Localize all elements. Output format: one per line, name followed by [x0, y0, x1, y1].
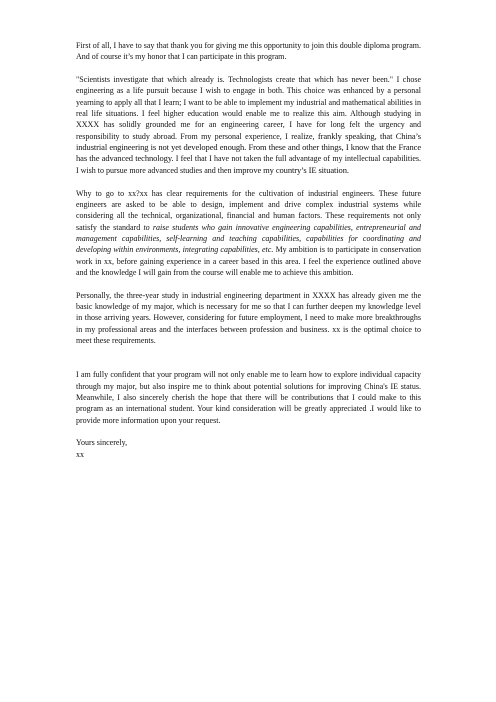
- paragraph-spacer: [76, 176, 421, 187]
- paragraph-spacer: [76, 346, 421, 369]
- opening-paragraph: First of all, I have to say that thank you for giving me this opportunity to join this double diploma program. And of course it’s my honor that I can participate in this program.: [76, 41, 421, 62]
- why-paragraph: [76, 188, 421, 279]
- why-text-2: My ambition is to participate in conservation work in xx, before gaining experience in a career based in this area. I feel the experience outlined above and the knowledge I will gain from the course will enable me to achieve this ambition.: [76, 245, 421, 277]
- paragraph-spacer: [76, 63, 421, 74]
- why-text-italic: to raise students who gain innovative engineering capabilities, entrepreneurial and management capabilities, self-learning and teaching capabilities, capabilities for coordinating and developing within environments, integrating capabilities, etc.: [76, 222, 421, 255]
- paragraph-spacer: [76, 426, 421, 437]
- motivation-paragraph: [76, 74, 421, 176]
- signature: xx: [76, 449, 84, 459]
- paragraph-spacer: [76, 278, 421, 289]
- motivation-text-3: I feel that I have not taken the full advantage of my intellectual capabilities. I wish to pursue more advanced studies and then: [76, 154, 422, 175]
- why-text-1: Why to go to xx?xx has clear requirements for the cultivation of industrial engineers. These future engineers are asked to be able to design, implement and drive complex industrial systems while considering all the technical, organizational, financial and human factors. These requirements not only satisfy the standard: [76, 188, 421, 232]
- motivation-text-1: "Scientists investigate that which already is. Technologists create that which has never been." I chose engineering as a life pursuit because I wish to engage in both. This choice was enhanced by a personal yearning to apply all that I learn; I want to be able to implement my industrial and mathematical abilities in real life situations. I feel higher education would enable me to realize this aim. Although studying in XXXX has solidly grounded me for an engineering career, I have for long felt the urgency and responsibility to study abroad. From my personal experience, I realize,: [76, 75, 421, 141]
- closing-line: Yours sincerely,: [76, 438, 128, 448]
- motivation-text-4: improve my country’s IE situation.: [233, 164, 349, 175]
- confidence-paragraph: I am fully confident that your program will not only enable me to learn how to explore individual capacity through my major, but also inspire me to think about potential solutions for improving China's IE status. Meanwhile, I also sincerely cherish the hope that there will be contributions that I could make to this program as an international student. Your kind consideration will be greatly appreciated .I would like to provide more information upon your request.: [76, 370, 421, 425]
- personal-paragraph: Personally, the three-year study in industrial engineering department in XXXX has already given me the basic knowledge of my major, which is necessary for me so that I can further deepen my knowledge level in those arriving years. However, considering for future employment, I need to make more breakthroughs in my professional areas and the interfaces between profession and business. xx is the optimal choice to meet these requirements.: [76, 290, 421, 346]
- motivation-text-2: frankly speaking, that China’s industrial engineering is not yet developed enough. From these and other things, I know that the France has the advanced technology.: [76, 130, 422, 164]
